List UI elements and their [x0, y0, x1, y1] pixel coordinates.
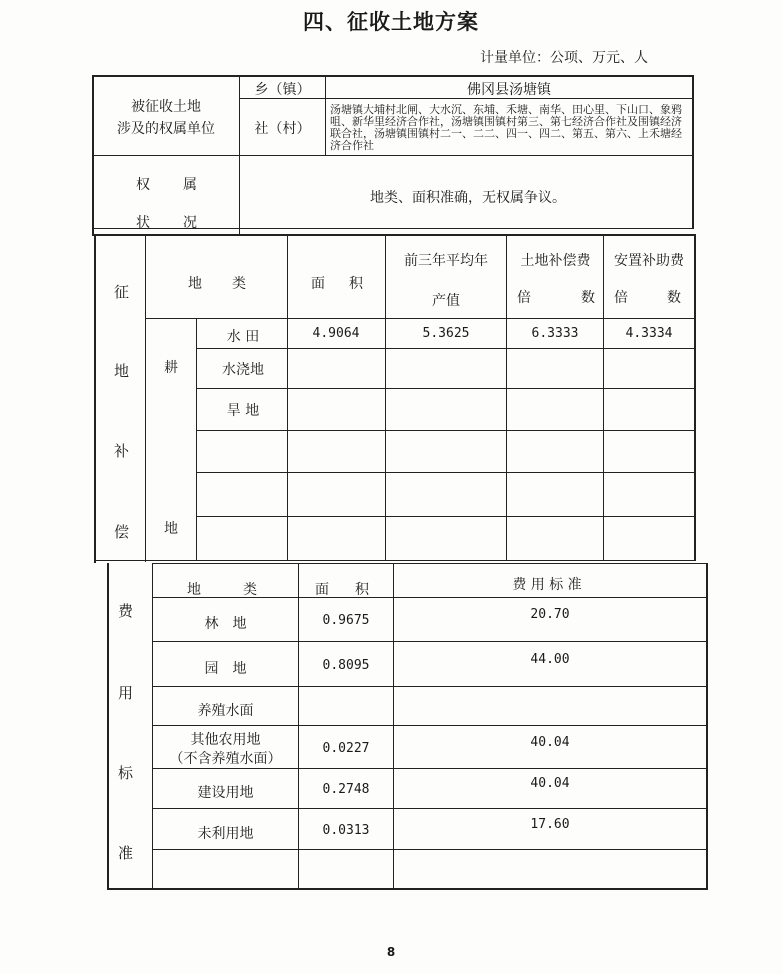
- cell-land-type: 水 田: [226, 329, 260, 345]
- header-area: 积: [349, 276, 363, 292]
- table-rule: [196, 348, 696, 349]
- table-rule: [603, 236, 604, 560]
- header-area: 面: [311, 276, 325, 292]
- page-number: 8: [386, 945, 396, 959]
- village-label: 社（村）: [254, 121, 311, 137]
- table-rule: [152, 849, 706, 850]
- table-rule: [107, 563, 109, 888]
- status-text: 地类、面积准确，无权属争议。: [370, 190, 566, 206]
- side-label-char: 补: [114, 442, 130, 460]
- cell-resettlement-multiple: 4.3334: [625, 326, 673, 341]
- table-rule: [152, 725, 706, 726]
- table-rule: [152, 597, 706, 598]
- cultivated-group-label: 耕: [164, 360, 178, 376]
- cell-fee-standard: 40.04: [530, 735, 570, 750]
- table-rule: [152, 768, 706, 769]
- cell-compensation-multiple: 6.3333: [531, 326, 579, 341]
- header-output: 前三年平均年: [404, 253, 488, 269]
- table-rule: [107, 888, 708, 890]
- header-fee-standard: 费 用 标 准: [512, 577, 582, 593]
- header-resettlement-multiple: 倍: [614, 290, 628, 306]
- status-label-char: 况: [183, 215, 197, 231]
- cell-land-type: 其他农用地: [190, 732, 261, 748]
- table-rule: [94, 560, 696, 561]
- cell-land-type: 养殖水面: [197, 703, 254, 719]
- cell-area: 0.0227: [322, 741, 370, 756]
- header-resettlement-multiple: 数: [667, 290, 681, 306]
- header-landtype: 类: [232, 276, 246, 292]
- table-rule: [196, 430, 696, 431]
- township-value: 佛冈县汤塘镇: [467, 82, 551, 98]
- header-landtype: 地: [188, 276, 202, 292]
- header-compensation-multiple: 倍: [517, 290, 531, 306]
- side-label-char: 偿: [114, 523, 130, 541]
- cell-area: 0.9675: [322, 613, 370, 628]
- header-compensation-multiple: 数: [581, 290, 595, 306]
- status-label-char: 状: [136, 215, 150, 231]
- cell-land-type: 水浇地: [222, 362, 264, 378]
- table-rule: [145, 236, 146, 562]
- table-rule: [706, 563, 708, 888]
- cell-fee-standard: 44.00: [530, 652, 570, 667]
- table-rule: [152, 808, 706, 809]
- status-label-char: 属: [183, 177, 197, 193]
- cell-land-type: 旱 地: [226, 403, 260, 419]
- table-rule: [94, 234, 696, 236]
- side-label-char: 准: [118, 844, 134, 862]
- ownership-label: 被征收土地: [131, 99, 201, 115]
- cell-land-type: 未利用地: [197, 826, 254, 842]
- table-rule: [239, 75, 240, 236]
- cell-land-type: 建设用地: [197, 785, 254, 801]
- cell-fee-standard: 17.60: [530, 817, 570, 832]
- cell-area: 0.2748: [322, 782, 370, 797]
- header-resettlement: 安置补助费: [614, 253, 684, 269]
- cell-area: 4.9064: [312, 326, 360, 341]
- table-rule: [196, 516, 696, 517]
- table-rule: [506, 236, 507, 560]
- village-value: 汤塘镇大埔村北闸、大水沉、东埔、禾塘、南华、田心里、下山口、象鸦咀、新华里经济合作社，汤塘镇围镇村第三、第七经济合作社及围镇经济联合社，汤塘镇围镇村二一、二二、四一、四二、第五、第六、上禾塘经济合作社: [330, 104, 682, 152]
- table-rule: [152, 686, 706, 687]
- header-landtype: 地: [187, 582, 201, 598]
- header-area: 积: [355, 582, 369, 598]
- table-rule: [92, 155, 694, 156]
- table-rule: [196, 472, 696, 473]
- cell-avg-output: 5.3625: [422, 326, 470, 341]
- table-rule: [92, 75, 694, 77]
- page-title: 四、征收土地方案: [303, 9, 479, 34]
- side-label-char: 地: [114, 362, 130, 380]
- table-rule: [287, 236, 288, 560]
- cell-fee-standard: 40.04: [530, 776, 570, 791]
- cell-area: 0.0313: [322, 823, 370, 838]
- side-label-char: 费: [118, 602, 134, 620]
- township-label: 乡（镇）: [254, 82, 311, 98]
- table-rule: [694, 234, 696, 560]
- status-label-char: 权: [136, 177, 150, 193]
- table-rule: [196, 318, 197, 560]
- cultivated-group-label: 地: [164, 521, 178, 537]
- cell-land-type-note: （不含养殖水面）: [169, 751, 282, 767]
- header-compensation: 土地补偿费: [520, 253, 591, 269]
- table-rule: [94, 236, 96, 563]
- side-label-char: 用: [118, 684, 134, 702]
- table-rule: [152, 563, 706, 564]
- cell-fee-standard: 20.70: [530, 607, 570, 622]
- header-area: 面: [315, 582, 329, 598]
- table-rule: [385, 236, 386, 560]
- side-label-char: 征: [114, 283, 130, 301]
- cell-land-type: 园 地: [204, 661, 247, 677]
- table-rule: [196, 388, 696, 389]
- header-output-2: 产值: [432, 293, 460, 309]
- ownership-label-2: 涉及的权属单位: [117, 121, 215, 137]
- unit-label: 计量单位：公项、万元、人: [480, 50, 648, 66]
- table-rule: [152, 641, 706, 642]
- header-landtype: 类: [243, 582, 257, 598]
- table-rule: [145, 318, 696, 319]
- cell-land-type: 林 地: [204, 616, 247, 632]
- side-label-char: 标: [118, 764, 134, 782]
- cell-area: 0.8095: [322, 658, 370, 673]
